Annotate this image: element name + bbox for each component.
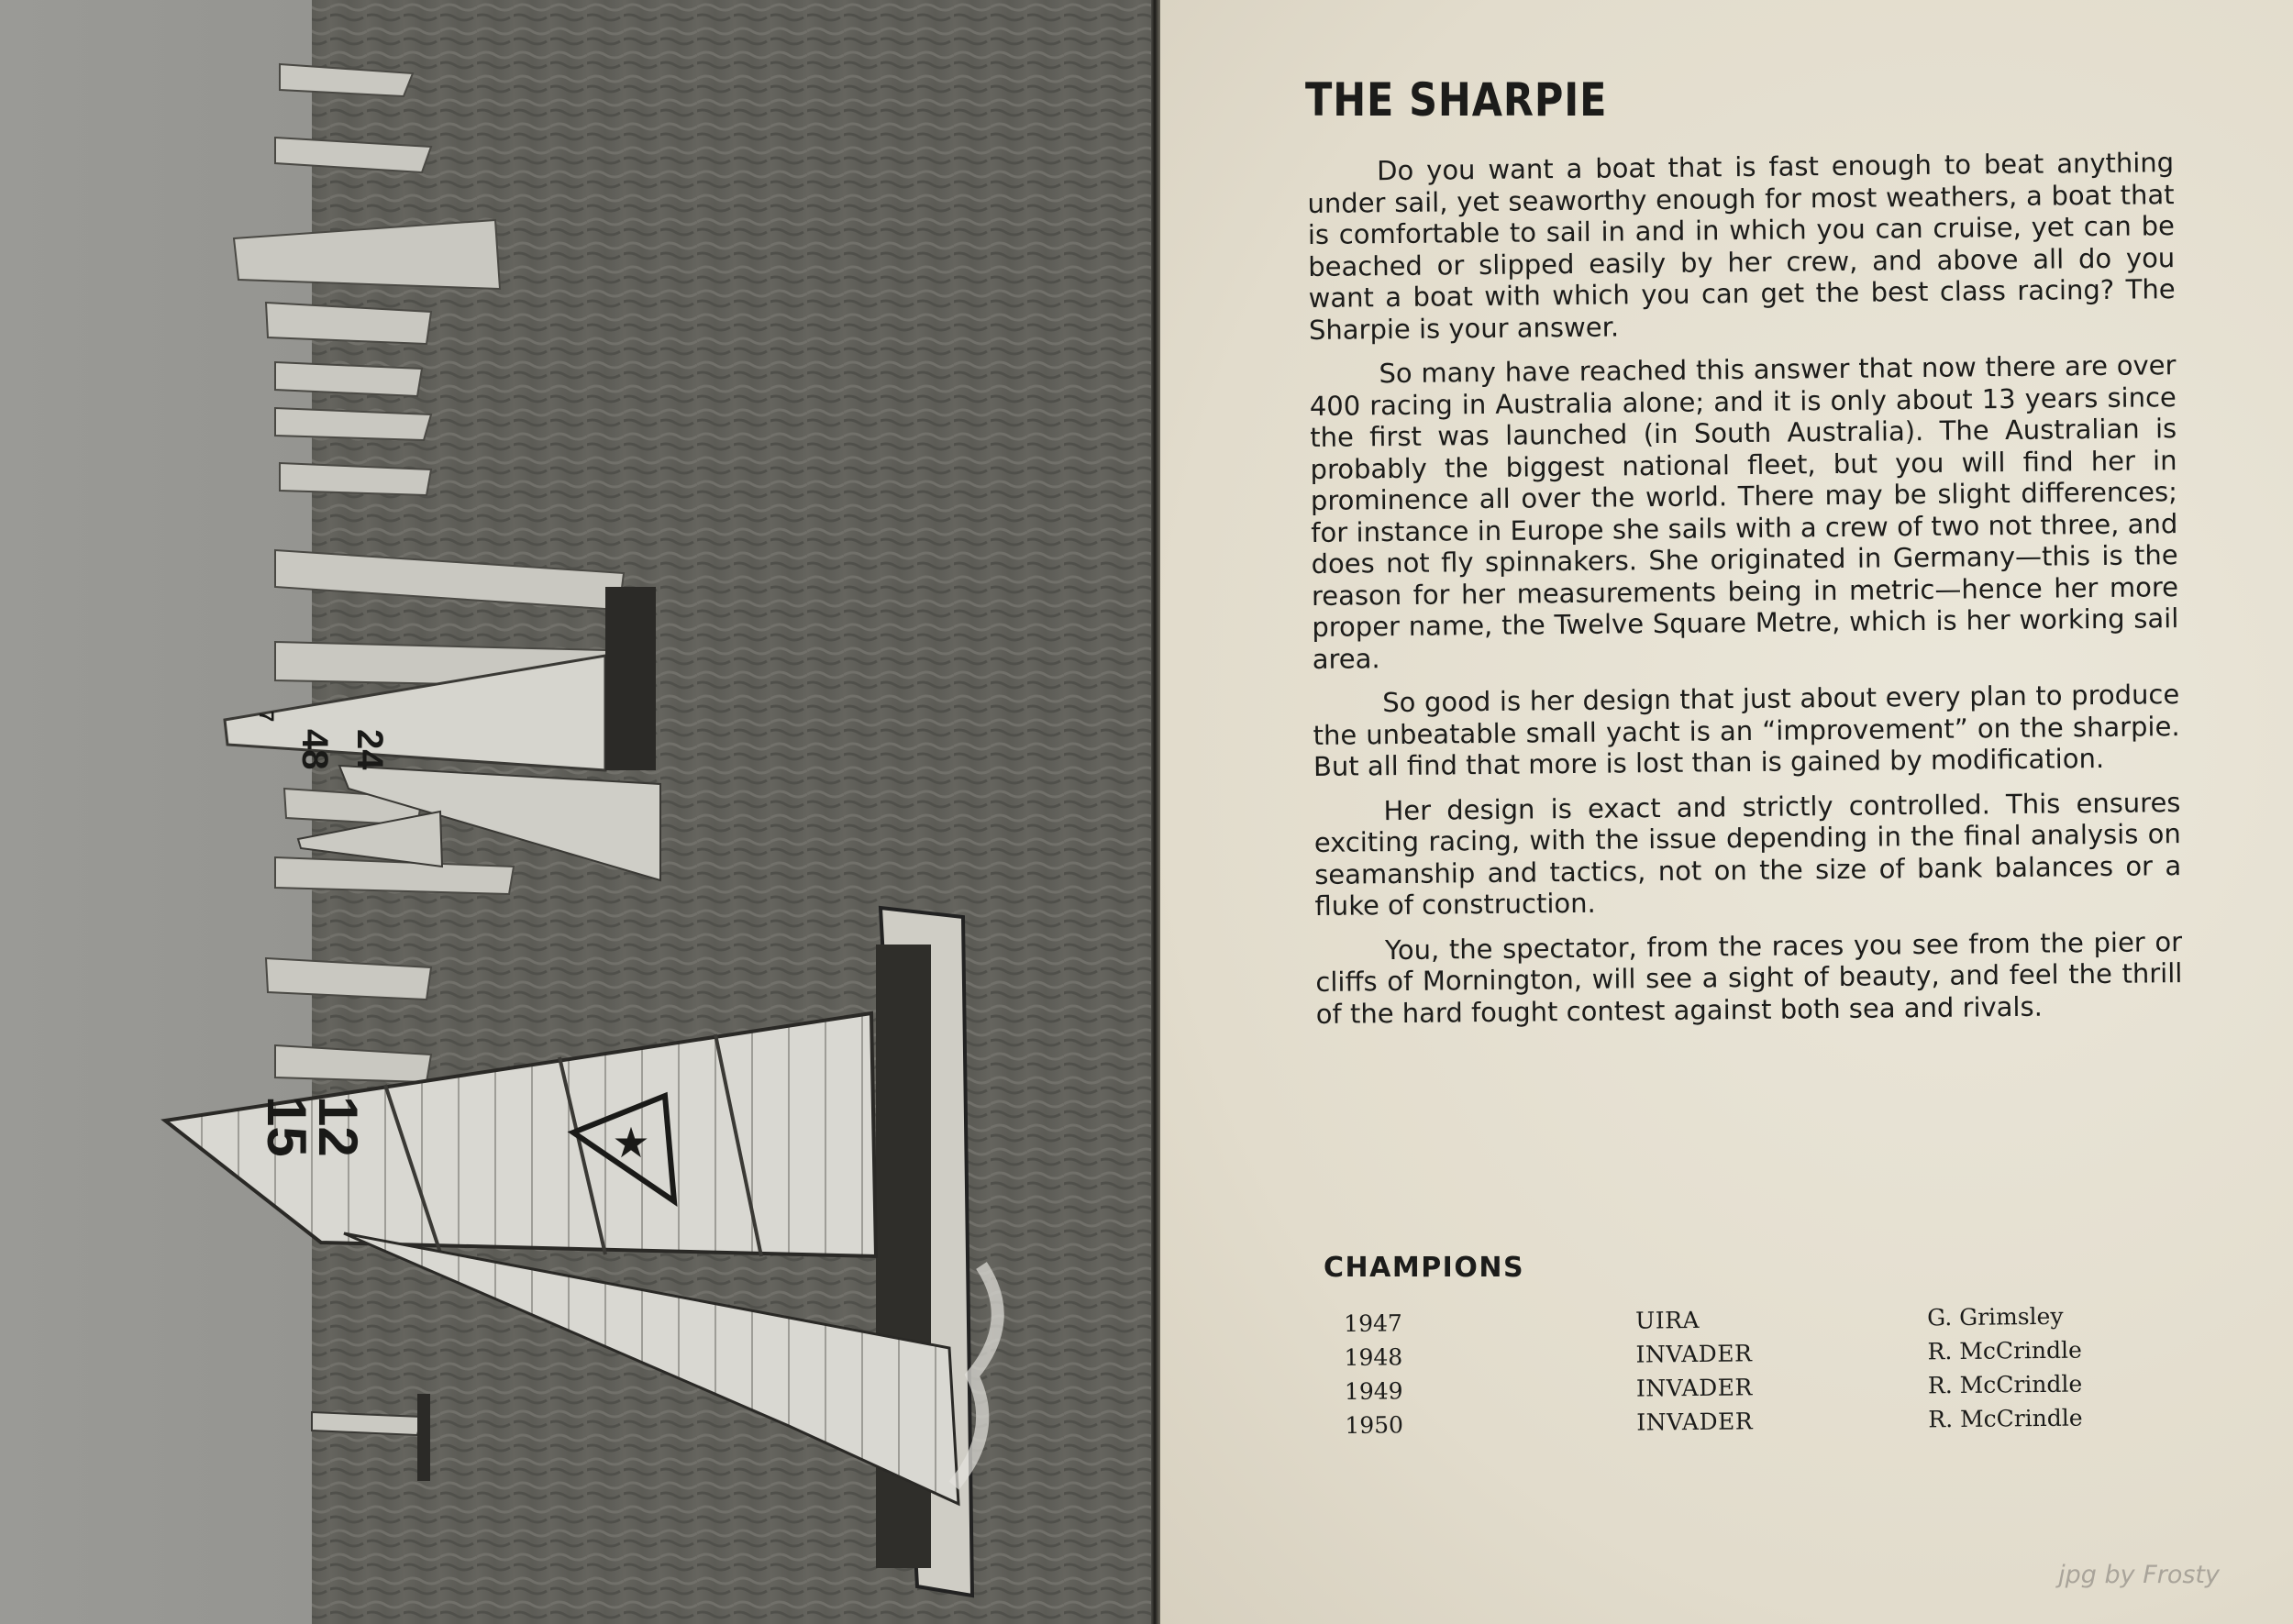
svg-text:12 [307, 1096, 369, 1157]
svg-text:48 [294, 729, 335, 770]
svg-text:7 [255, 711, 278, 722]
champion-year: 1949 [1344, 1377, 1403, 1405]
article-page [1160, 0, 2293, 1624]
champion-year: 1947 [1344, 1309, 1402, 1337]
champion-boat: UIRA [1635, 1306, 1700, 1334]
champion-boat: INVADER [1636, 1408, 1754, 1436]
champion-boat: INVADER [1635, 1340, 1753, 1368]
article-title: THE SHARPIE [1305, 73, 1608, 127]
champion-skipper: R. McCrindle [1928, 1404, 2083, 1433]
paragraph-3: So good is her design that just about every plan to produce the unbeatable small yacht is an “improvement” on the sharpie. But all find that more is lost than is gained by modification. [1313, 679, 2180, 782]
paragraph-4: Her design is exact and strictly controlled. This ensures exciting racing, with the issue depending in the final analysis on seamanship and tactics, not on the size of bank balances or a fluke of construction. [1313, 786, 2182, 922]
sail-number-12: 12 [307, 1096, 369, 1157]
image-credit: jpg by Frosty [2058, 1561, 2220, 1589]
champion-skipper: R. McCrindle [1927, 1370, 2083, 1399]
champion-year: 1948 [1344, 1343, 1403, 1371]
champion-year: 1950 [1345, 1411, 1404, 1439]
paragraph-1: Do you want a boat that is fast enough to beat anything under sail, yet seaworthy enough for most weathers, a boat that is comfortable to sail in and in which you can cruise, yet can be beached or slipped easily by her crew, and above all do you want a boat with which you can get the best class racing? The Sharpie is your answer. [1307, 147, 2176, 346]
paragraph-2: So many have reached this answer that now there are over 400 racing in Australia alone; and it is only about 13 years since the first was launched (in South Australia). The Australian is probably the biggest national fleet, but you will find her in prominence all over the world. There may be slight differences; for instance in Europe she sails with a crew of two not three, and does not fly spinnakers. She originated in Germany—this is the reason for her measurements being in metric—hence her more proper name, the Twelve Square Metre, which is her working sail area. [1309, 349, 2179, 675]
champions-heading: CHAMPIONS [1324, 1252, 1525, 1284]
binding-gutter [1151, 0, 1160, 1624]
sail-number-24: 24 [349, 729, 390, 770]
champion-boat: INVADER [1635, 1374, 1753, 1402]
champions-table [1344, 1298, 2171, 1442]
article-body [1307, 147, 2183, 1043]
svg-text:★: ★ [612, 1118, 650, 1167]
sail-number-15: 15 [256, 1096, 317, 1157]
champion-skipper: G. Grimsley [1927, 1302, 2064, 1331]
svg-text:24 [349, 729, 390, 770]
sail-number-48: 48 [294, 729, 335, 770]
paragraph-5: You, the spectator, from the races you see from the pier or cliffs of Mornington, will see a sight of beauty, and feel the thrill of the hard fought contest against both sea and rivals. [1315, 925, 2183, 1030]
champion-skipper: R. McCrindle [1927, 1336, 2082, 1365]
sail-number-7: 7 [255, 711, 278, 723]
